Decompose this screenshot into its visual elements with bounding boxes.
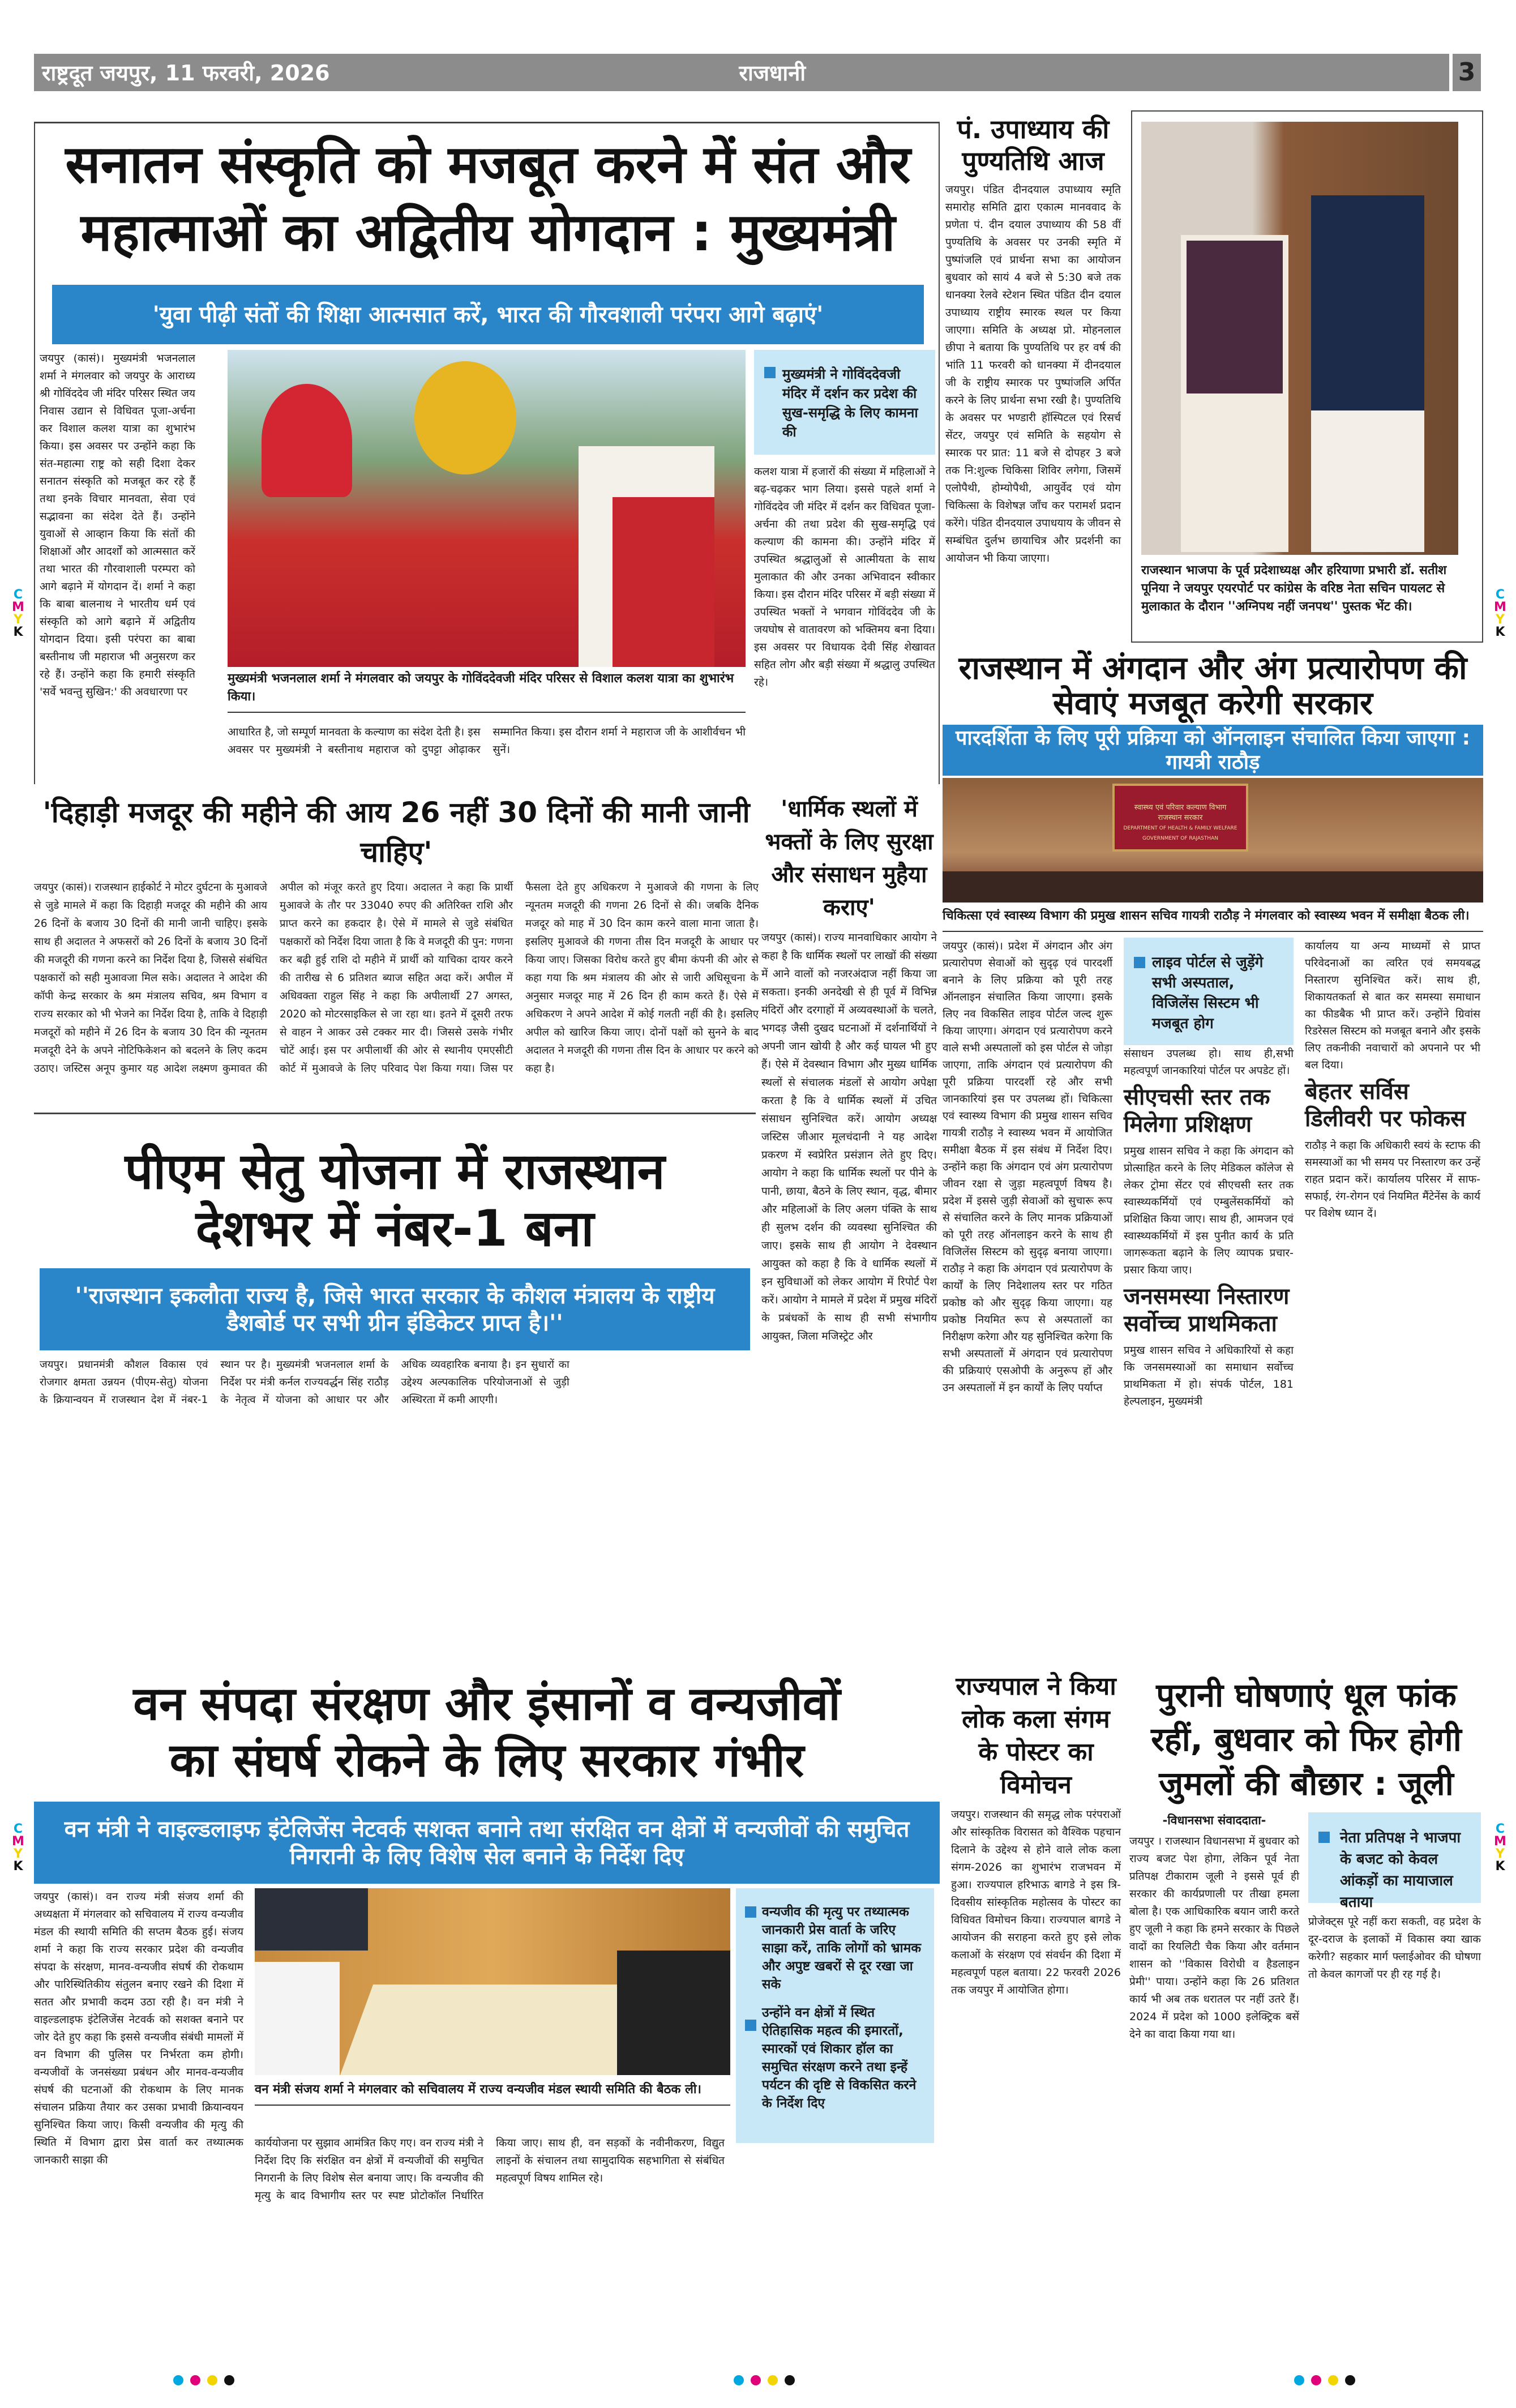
rajyapal-headline: राज्यपाल ने किया लोक कला संगम के पोस्टर का विमोचन: [956, 1672, 1116, 1799]
angdan-subhead-jansamasya: जनसमस्या निस्तारण सर्वोच्च प्राथमिकता: [1124, 1284, 1290, 1337]
juli-body: जयपुर । राजस्थान विधानसभा में बुधवार को राज्य बजट पेश होगा, लेकिन पूर्व नेता प्रतिपक्ष टीकाराम जूली ने इससे पूर्व ही सरकार की कार्यप्रणाली पर तीखा हमला बोला है। एक आधिकारिक बयान जारी करते हुए जूली ने कहा कि हमने सरकार के पिछले वादों का रियलिटी चैक किया और वर्तमान शासन को ''विकास विरोधी व हैडलाइन प्रेमी'' पाया। उन्होंने कहा कि 26 प्रतिशत कार्य भी अब तक धरातल पर नहीं उतरे हैं। 2024 में प्रदेश को 1000 इलेक्ट्रिक बसें देने का वादा किया गया था।: [1129, 1835, 1299, 2041]
upadhyay-headline: पं. उपाध्याय की पुण्यतिथि आज: [957, 114, 1110, 176]
cmyk-m: M: [12, 1834, 24, 1849]
rajyapal-story: [951, 1670, 1121, 2361]
angdan-subhead-service: बेहतर सर्विस डिलीवरी पर फोकस: [1305, 1079, 1466, 1132]
lead-headline-1: सनातन संस्कृति को मजबूत करने में संत और: [65, 134, 911, 195]
cmyk-mark-right-bottom: [1493, 1823, 1507, 1873]
wildlife-meeting-photo: [255, 1888, 730, 2075]
rajyapal-body: जयपुर। राजस्थान की समृद्ध लोक परंपराओं और सांस्कृतिक विरासत को वैश्विक पहचान दिलाने के उद्देश्य से होने वाले लोक कला संगम-2026 का शुभारंभ राजभवन में हुआ। राज्यपाल हरिभाऊ बागडे ने इस त्रि-दिवसीय सांस्कृतिक महोत्सव के पोस्टर का विधिवत विमोचन किया। राज्यपाल बागडे ने आयोजन की सराहना करते हुए इसे लोक कलाओं के संरक्षण एवं संवर्धन की दिशा में महत्वपूर्ण पहल बताया। 22 फरवरी 2026 तक जयपुर में आयोजित होगा।: [951, 1808, 1121, 1996]
poonia-photo-box: [1131, 110, 1483, 643]
sign-line-3: DEPARTMENT OF HEALTH & FAMILY WELFARE: [1123, 826, 1237, 831]
lead-sidebar-highlight: [754, 350, 935, 455]
angdan-body-col2a: संसाधन उपलब्ध हो। साथ ही,सभी महत्वपूर्ण जानकारियां पोर्टल पर अपडेट हों।: [1124, 1047, 1294, 1077]
cmyk-mark-left-bottom: [11, 1823, 25, 1873]
juli-body-col2: प्रोजेक्ट्स पूरे नहीं करा सकती, वह प्रदेश के दूर-दराज के इलाकों में विकास क्या खाक करेगी? सहकार मार्ग फ्लाईओवर की घोषणा तो केवल कागजों पर ही रह गई है।: [1308, 1915, 1481, 1981]
wildlife-body-col1: जयपुर (कासं)। वन राज्य मंत्री संजय शर्मा की अध्यक्षता में मंगलवार को सचिवालय में राज्य वन्यजीव मंडल की स्थायी समिति की सप्तम बैठक हुई। संजय शर्मा ने कहा कि राज्य सरकार प्रदेश की वन्यजीव संपदा के संरक्षण, मानव-वन्यजीव संघर्ष की रोकथाम और पारिस्थितिकीय संतुलन बनाए रखने की दिशा में सतत और प्रभावी कदम उठा रही है। वन मंत्री ने वाइल्डलाइफ इंटेलिजेंस नेटवर्क को सशक्त बनाने पर जोर देते हुए कहा कि इससे वन्यजीव संबंधी मामलों में वन विभाग की पुलिस पर निर्भरता कम होगी। वन्यजीवों के जनसंख्या प्रबंधन और मानव-वन्यजीव संघर्ष की घटनाओं की रोकथाम के लिए मानक संचालन प्रक्रिया तैयार कर उसका प्रभावी क्रियान्वयन सुनिश्चित किया जाए। किसी वन्यजीव की मृत्यु की स्थिति में विभाग द्वारा प्रेस वार्ता कर तथ्यात्मक जानकारी साझा की: [34, 1891, 243, 2166]
wildlife-sidebar: [736, 1888, 934, 2143]
lead-body-col1: जयपुर (कासं)। मुख्यमंत्री भजनलाल शर्मा ने मंगलवार को जयपुर के आराध्य श्री गोविंददेव जी मंदिर परिसर स्थित जय निवास उद्यान से विधिवत पूजा-अर्चना कर विशाल कलश यात्रा का शुभारंभ किया। इस अवसर पर उन्होंने कहा कि संत-महात्मा राष्ट्र को सही दिशा देकर सनातन संस्कृति को मजबूत कर रहे हैं तथा इनके विचार मानवता, सेवा एवं सद्भावना का संदेश देते हैं। उन्होंने युवाओं से आव्हान किया कि संतों की शिक्षाओं और आदर्शों को आत्मसात करें तथा भारत की गौरवाशाली परम्परा को आगे बढ़ाने में योगदान दें। शर्मा ने कहा कि बाबा बालनाथ ने भारतीय धर्म एवं संस्कृति को आगे बढ़ाने में अद्वितीय योगदान दिया। इसी परंपरा का बाबा बस्तीनाथ जी महाराज भी अनुसरण कर रहे हैं। उन्होंने कहा कि हमारी संस्कृति 'सर्वे भवन्तु सुखिन:' की अवधारणा पर: [40, 352, 195, 698]
sign-line-2: राजस्थान सरकार: [1158, 814, 1203, 822]
cmyk-y: Y: [1496, 613, 1505, 627]
dateline: राष्ट्रदूत जयपुर, 11 फरवरी, 2026: [42, 61, 330, 85]
sidebar-point-2: उन्होंने वन क्षेत्रों में स्थित ऐतिहासिक महत्व की इमारतों, स्मारकों एवं शिकार हॉल का समुचित संरक्षण करने तथा इन्हें पर्यटन की दृष्टि से विकसित करने के निर्देश दिए: [762, 2005, 917, 2111]
wildlife-body-under-photo: कार्ययोजना पर सुझाव आमंत्रित किए गए। वन राज्य मंत्री ने निर्देश दिए कि संरक्षित वन क्षेत्रों में वन्यजीवों की समुचित निगरानी के लिए विशेष सेल बनाया जाए। कि वन्यजीव की मृत्यु के बाद विभागीय स्तर पर स्पष्ट प्रोटोकॉल निर्धारित किया जाए। साथ ही, वन सड़कों के नवीनीकरण, विद्युत लाइनों के संचालन तथा सामुदायिक सहभागिता से संबंधित महत्वपूर्ण विषय शामिल रहे।: [255, 2137, 725, 2202]
cmyk-c: C: [1495, 588, 1505, 602]
angdan-story: [943, 651, 1483, 1659]
dihadi-story: [34, 793, 759, 1098]
cmyk-c: C: [13, 588, 23, 602]
cmyk-y: Y: [14, 1847, 23, 1861]
color-registration-strip: [170, 2375, 1359, 2388]
upadhyay-story: [945, 113, 1121, 651]
lead-headline-2: महात्माओं का अद्वितीय योगदान : मुख्यमंत्री: [80, 202, 896, 263]
juli-headline: पुरानी घोषणाएं धूल फांक रहीं, बुधवार को फिर होगी जुमलों की बौछार : जूली: [1151, 1676, 1462, 1803]
wildlife-headline-1: वन संपदा संरक्षण और इंसानों व वन्यजीवों: [133, 1677, 841, 1731]
sidebar-text: नेता प्रतिपक्ष ने भाजपा के बजट को केवल आंकड़ों का मायाजाल बताया: [1340, 1829, 1461, 1911]
dharmik-headline: 'धार्मिक स्थलों में भक्तों के लिए सुरक्षा और संसाधन मुहैया कराए': [765, 796, 933, 921]
bullet-icon: [1134, 957, 1145, 968]
kalash-yatra-photo: [228, 350, 746, 667]
cmyk-k: K: [1495, 1859, 1505, 1874]
cmyk-c: C: [13, 1822, 23, 1836]
pmsetu-headline-2: देशभर में नंबर-1 बना: [195, 1199, 594, 1258]
pmsetu-headline-1: पीएम सेतु योजना में राजस्थान: [125, 1142, 665, 1200]
lead-body-under-photo: आधारित है, जो सम्पूर्ण मानवता के कल्याण का संदेश देती है। इस अवसर पर मुख्यमंत्री ने बस्तीनाथ महाराज को दुपट्टा ओढ़ाकर सम्मानित किया। इस दौरान शर्मा ने महाराज जी के आशीर्वचन भी सुनें।: [228, 726, 746, 756]
angdan-body-col3a: कार्यालय या अन्य माध्यमों से प्राप्त परिवेदनाओं का त्वरित एवं समयबद्ध निस्तारण सुनिश्चित करें। साथ ही, शिकायतकर्ता से बात कर समस्या समाधान का फीडबैक भी प्राप्त करें। उन्होंने ग्रिवांस रिडरेसल सिस्टम को मजबूत बनाने और इसके लिए तकनीकी नवाचारों को अपनाने पर भी बल दिया।: [1305, 940, 1480, 1071]
dharmik-story: [761, 793, 937, 1659]
angdan-body-col2c: प्रमुख शासन सचिव ने अधिकारियों से कहा कि जनसमस्याओं का समाधान सर्वोच्च प्राथमिकता में हो। संपर्क पोर्टल, 181 हेल्पलाइन, मुख्यमंत्री: [1124, 1344, 1294, 1408]
sidebar-point-1: वन्यजीव की मृत्यु पर तथ्यात्मक जानकारी प्रेस वार्ता के जरिए साझा करें, ताकि लोगों को भ्रामक और अपुष्ट खबरों से दूर रखा जा सके: [762, 1905, 922, 1992]
angdan-body-col2b: प्रमुख शासन सचिव ने कहा कि अंगदान को प्रोत्साहित करने के लिए मेडिकल कॉलेज से लेकर ट्रोमा सेंटर एवं सीएचसी स्तर तक स्वास्थ्यकर्मियों एवं एम्बुलेंसकर्मियों को प्रशिक्षित किया जाए। साथ ही, आमजन एवं स्वास्थ्यकर्मियों में इस पुनीत कार्य के प्रति जागरूकता बढ़ाने के लिए व्यापक प्रचार-प्रसार किया जाए।: [1124, 1145, 1294, 1276]
angdan-subhead-chc: सीएचसी स्तर तक मिलेगा प्रशिक्षण: [1124, 1084, 1270, 1137]
bullet-icon: [764, 367, 776, 378]
cmyk-y: Y: [1496, 1847, 1505, 1861]
cmyk-mark-right-top: [1493, 589, 1507, 639]
wildlife-photo-caption: वन मंत्री संजय शर्मा ने मंगलवार को सचिवालय में राज्य वन्यजीव मंडल स्थायी समिति की बैठक ली।: [255, 2081, 730, 2106]
lead-quote-band: 'युवा पीढ़ी संतों की शिक्षा आत्मसात करें, भारत की गौरवशाली परंपरा आगे बढ़ाएं': [52, 285, 924, 344]
cmyk-mark-left-top: [11, 589, 25, 639]
bullet-icon: [745, 2020, 756, 2031]
angdan-body-col1: जयपुर (कासं)। प्रदेश में अंगदान और अंग प्रत्यारोपण सेवाओं को सुदृढ़ एवं पारदर्शी बनाने के लिए प्रक्रिया को पूरी तरह ऑनलाइन संचालित किया जाएगा। इसके लिए नव विकसित लाइव पोर्टल जल्द शुरू किया जाएगा। अंगदान एवं प्रत्यारोपण करने वाले सभी अस्पतालों को इस पोर्टल से जोड़ा जाएगा, ताकि अंगदान एवं प्रत्यारोपण की पूरी प्रक्रिया पारदर्शी रहे और सभी जानकारियां इस पर उपलब्ध हों। चिकित्सा एवं स्वास्थ्य विभाग की प्रमुख शासन सचिव गायत्री राठौड़ ने स्वास्थ्य भवन में आयोजित समीक्षा बैठक में इस संबंध में निर्देश दिए। उन्होंने कहा कि अंगदान एवं अंग प्रत्यारोपण जीवन रक्षा से जुड़ा महत्वपूर्ण विषय है। प्रदेश में इससे जुड़ी सेवाओं को सुचारू रूप से संचालित करने के लिए मानक प्रक्रियाओं को पूरी तरह ऑनलाइन करने के साथ ही विजिलेंस सिस्टम को सुदृढ़ बनाया जाएगा। राठौड़ ने कहा कि अंगदान एवं प्रत्यारोपण के कार्यों के लिए निदेशालय स्तर पर गठित प्रकोष्ठ को और सुदृढ़ किया जाएगा। यह प्रकोष्ठ नियमित रूप से अस्पतालों का निरीक्षण करेगा और यह सुनिश्चित करेगा कि सभी अस्पतालों में अंगदान एवं प्रत्यारोपण की प्रक्रियाएं एसओपी के अनुरूप हों और उन अस्पतालों में इन कार्यों के लिए पर्याप्त: [943, 940, 1112, 1394]
dharmik-body: जयपुर (कासं)। राज्य मानवाधिकार आयोग ने कहा है कि धार्मिक स्थलों पर लाखों की संख्या में आने वालों को नजरअंदाज नहीं किया जा सकता। इनकी अनदेखी से ही पूर्व में विभिन्न मंदिरों और दरगाहों में अव्यवस्थाओं के चलते, भगदड़ जैसी दुखद घटनाओं में दर्शनार्थियों ने अपनी जान खोयी है और कई घायल भी हुए हैं। ऐसे में देवस्थान विभाग और मुख्य धार्मिक स्थलों से संचालक मंडलों से आयोग अपेक्षा करता है कि वे धार्मिक स्थलों में उचित संसाधन सुनिश्चित करें। आयोग अध्यक्ष जस्टिस जीआर मूलचंदानी ने यह आदेश प्रकरण में स्वप्रेरित प्रसंज्ञान लेते हुए दिए। आयोग ने कहा कि धार्मिक स्थलों पर पीने के पानी, छाया, बैठने के लिए स्थान, वृद्ध, बीमार और महिलाओं के लिए अलग पंक्ति के साथ ही सुलभ दर्शन की व्यवस्था सुनिश्चित की जाए। इसके साथ ही आयोग ने देवस्थान आयुक्त को कहा है कि वे धार्मिक स्थलों में इन सुविधाओं को लेकर आयोग में रिपोर्ट पेश करें। आयोग ने मामले में प्रदेश में प्रमुख मंदिरों के प्रबंधकों के साथ ही सभी संभागीय आयुक्त, जिला मजिस्ट्रेट और: [761, 931, 937, 1342]
cmyk-k: K: [13, 1859, 23, 1874]
angdan-body-col3b: राठौड़ ने कहा कि अधिकारी स्वयं के स्टाफ की समस्याओं का भी समय पर निस्तारण कर उन्हें राहत प्रदान करें। कार्यालय परिसर में साफ-सफाई, रंग-रोगन एवं नियमित मैंटेनेंस के कार्य पर विशेष ध्यान दें।: [1305, 1139, 1480, 1220]
cmyk-c: C: [1495, 1822, 1505, 1836]
cmyk-m: M: [1494, 1834, 1506, 1849]
angdan-photo-caption: चिकित्सा एवं स्वास्थ्य विभाग की प्रमुख शासन सचिव गायत्री राठौड़ ने मंगलवार को स्वास्थ्य भवन में समीक्षा बैठक ली।: [943, 907, 1483, 932]
dihadi-body: जयपुर (कासं)। राजस्थान हाईकोर्ट ने मोटर दुर्घटना के मुआवजे से जुडे मामले में कहा कि दिहाड़ी मजदूर की महीने की आय 26 दिनों के बजाय 30 दिनों की मानी जानी चाहिए। इसके साथ ही अदालत ने अफसरों को 26 दिनों के बजाय 30 दिनों की मजदूरी की गणना करने का निर्देश दिया है, जिससे संबंधित पक्षकारों को सही मुआवजा मिल सके। अदालत ने आदेश की कॉपी केन्द्र सरकार के श्रम मंत्रालय सचिव, श्रम विभाग व राज्य सरकार को भी भेजने का निर्देश दिया है, ताकि वे दिहाड़ी मजदूरों को महीने में 26 दिन के बजाय 30 दिन की न्यूनतम मजदूरी देने के अपने नोटिफिकेशन को बदलने के लिए कदम उठाए। जस्टिस अनूप कुमार यह आदेश लक्ष्मण कुमावत की अपील को मंजूर करते हुए दिया। अदालत ने कहा कि प्रार्थी मुआवजे के तौर पर 33040 रुपए की अतिरिक्त राशि और प्राप्त करने का हकदार है। ऐसे में मामले से जुडे संबंधित पक्षकारों को निर्देश दिया जाता है कि वे मजदूरी की पुन: गणना कर बढ़ी हुई राशि दो महीने में प्रार्थी को याचिका दायर करने की तारीख से 6 प्रतिशत ब्याज सहित अदा करें। अपील में अधिवक्ता राहुल सिंह ने कहा कि अपीलार्थी 27 अगस्त, 2020 को मोटरसाइकिल से जा रहा था। इतने में दूसरी तरफ से वाहन ने आकर उसे टक्कर मार दी। जिससे उसके गंभीर चोटें आई। इस पर अपीलार्थी की ओर से स्थानीय एमएसीटी कोर्ट में मुआवजे के लिए परिवाद पेश किया गया। जिस पर फैसला देते हुए अधिकरण ने मुआवजे की गणना के लिए न्यूनतम मजदूरी की गणना 26 दिनों से की। जबकि दैनिक मजदूर को माह में 30 दिन काम करने वाला माना जाता है। इसलिए मुआवजे की गणना तीस दिन मजदूरी के आधार पर किया जाए। जिसका विरोध करते हुए बीमा कंपनी की ओर से कहा गया कि श्रम मंत्रालय की ओर से जारी अधिसूचना के अनुसार मजदूर माह में 26 दिन ही काम करते हैं। ऐसे में अधिकरण ने अपने आदेश में कोई गलती नहीं की है। इसलिए अपील को खारिज किया जाए। दोनों पक्षों को सुनने के बाद अदालत ने मजदूरी की गणना तीस दिन के आधार पर करने को कहा है।: [34, 882, 759, 1075]
sign-line-1: स्वास्थ्य एवं परिवार कल्याण विभाग: [1134, 803, 1227, 812]
health-dept-meeting-photo: [943, 778, 1483, 903]
poonia-pilot-photo: [1141, 122, 1458, 555]
wildlife-band: वन मंत्री ने वाइल्डलाइफ इंटेलिजेंस नेटवर्क सशक्त बनाने तथा संरक्षित वन क्षेत्रों में वन्यजीवों की समुचित निगरानी के लिए विशेष सेल बनाने के निर्देश दिए: [34, 1802, 940, 1884]
lead-photo-caption: मुख्यमंत्री भजनलाल शर्मा ने मंगलवार को जयपुर के गोविंददेवजी मंदिर परिसर से विशाल कलश यात्रा का शुभारंभ किया।: [228, 670, 746, 713]
upadhyay-body: जयपुर। पंडित दीनदयाल उपाध्याय स्मृति समारोह समिति द्वारा एकात्म मानववाद के प्रणेता पं. दीन दयाल उपाध्याय की 58 वीं पुण्यतिथि के अवसर पर उनकी स्मृति में पुष्पांजलि एवं प्रार्थना सभा का आयोजन बुधवार को सायं 4 बजे से 5:30 बजे तक धानक्या रेलवे स्टेशन स्थित पंडित दीन दयाल उपाध्याय राष्ट्रीय स्मारक स्थल पर किया जाएगा। समिति के अध्यक्ष प्रो. मोहनलाल छीपा ने बताया कि पुण्यतिथि पर हर वर्ष की भांति 11 फरवरी को धानक्या में दीनदयाल जी के राष्ट्रीय स्मारक पर पुष्पांजलि अर्पित करने के लिए प्रार्थना सभा रखी है। पुण्यतिथि के अवसर पर भण्डारी हॉस्पिटल एवं रिसर्च सेंटर, जयपुर एवं समिति के सहयोग से स्मारक पर प्रात: 11 बजे से दोपहर 3 बजे तक नि:शुल्क चिकिसा शिविर लगेगा, जिसमें एलोपैथी, होम्योपैथी, आयुर्वेद एवं योग चिकित्सा के विशेषज्ञ जाँच कर परामर्श प्रदान करेंगे। पंडित दीनदयाल उपाधयाय के जीवन से सम्बंधित दुर्लभ छायाचित्र और प्रदर्शनी का आयोजन भी किया जाएगा।: [945, 183, 1121, 564]
cmyk-y: Y: [14, 613, 23, 627]
cmyk-m: M: [1494, 600, 1506, 614]
dihadi-headline: 'दिहाड़ी मजदूर की महीने की आय 26 नहीं 30 दिनों की मानी जानी चाहिए': [42, 796, 750, 869]
juli-sidebar: [1308, 1812, 1481, 1911]
page-header: [34, 54, 1449, 91]
lead-story: [34, 122, 940, 784]
sidebar-text: मुख्यमंत्री ने गोविंददेवजी मंदिर में दर्शन कर प्रदेश की सुख-समृद्धि के लिए कामना की: [782, 366, 918, 440]
angdan-band: पारदर्शिता के लिए पूरी प्रक्रिया को ऑनलाइन संचालित किया जाएगा : गायत्री राठौड़: [943, 725, 1483, 776]
sidebar-text: लाइव पोर्टल से जुड़ेंगे सभी अस्पताल, विजिलेंस सिस्टम भी मजबूत होग: [1152, 954, 1264, 1032]
cmyk-m: M: [12, 600, 24, 614]
cmyk-k: K: [13, 625, 23, 639]
angdan-sidebar: [1124, 938, 1294, 1045]
poonia-photo-caption: राजस्थान भाजपा के पूर्व प्रदेशाध्यक्ष और हरियाणा प्रभारी डॉ. सतीश पूनिया ने जयपुर एयरपोर्ट पर कांग्रेस के वरिष्ठ नेता सचिन पायलट से मुलाकात के दौरान ''अग्निपथ नहीं जनपथ'' पुस्तक भेंट की।: [1141, 563, 1447, 614]
bullet-icon: [745, 1906, 756, 1918]
angdan-headline: राजस्थान में अंगदान और अंग प्रत्यारोपण की सेवाएं मजबूत करेगी सरकार: [958, 650, 1467, 722]
pmsetu-body: जयपुर। प्रधानमंत्री कौशल विकास एवं रोजगार क्षमता उन्नयन (पीएम-सेतु) योजना के क्रियान्वयन में राजस्थान देश में नंबर-1 स्थान पर है। मुख्यमंत्री भजनलाल शर्मा के निर्देश पर मंत्री कर्नल राज्यवर्द्धन सिंह राठौड़ के नेतृत्व में योजना को आधार पर और अधिक व्यवहारिक बनाया है। इन सुधारों का उद्देश्य अल्पकालिक परियोजनाओं से जुड़ी अस्थिरता में कमी आएगी।: [40, 1359, 569, 1406]
page-number: 3: [1453, 54, 1481, 91]
wildlife-headline-2: का संघर्ष रोकने के लिए सरकार गंभीर: [169, 1734, 804, 1787]
wildlife-story: [34, 1676, 940, 2361]
bullet-icon: [1318, 1832, 1330, 1843]
cmyk-k: K: [1495, 625, 1505, 639]
pmsetu-story: [34, 1113, 756, 1656]
section-name: राजधानी: [739, 61, 806, 85]
juli-story: [1129, 1673, 1483, 2361]
juli-byline: -विधानसभा संवाददाता-: [1162, 1814, 1266, 1827]
lead-body-col3: कलश यात्रा में हजारों की संख्या में महिलाओं ने बढ़-चढ़कर भाग लिया। इससे पहले शर्मा ने गोविंददेव जी मंदिर में दर्शन कर विधिवत पूजा-अर्चना की तथा प्रदेश की सुख-समृद्धि एवं कल्याण की कामना की। उन्होंने मंदिर में उपस्थित श्रद्धालुओं से आत्मीयता के साथ मुलाकात की और उनका अभिवादन स्वीकार किया। इस दौरान मंदिर परिसर में बड़ी संख्या में उपस्थित भक्तों ने भगवान गोविंददेव जी के जयघोष से वातावरण को भक्तिमय बना दिया। इस अवसर पर विधायक देवी सिंह शेखावत सहित लोग और बड़ी संख्या में श्रद्धालु उपस्थित रहे।: [754, 465, 936, 688]
pmsetu-quote-band: ''राजस्थान इकलौता राज्य है, जिसे भारत सरकार के कौशल मंत्रालय के राष्ट्रीय डैशबोर्ड पर सभी ग्रीन इंडिकेटर प्राप्त है।'': [40, 1268, 750, 1350]
sign-line-4: GOVERNMENT OF RAJASTHAN: [1142, 836, 1218, 841]
